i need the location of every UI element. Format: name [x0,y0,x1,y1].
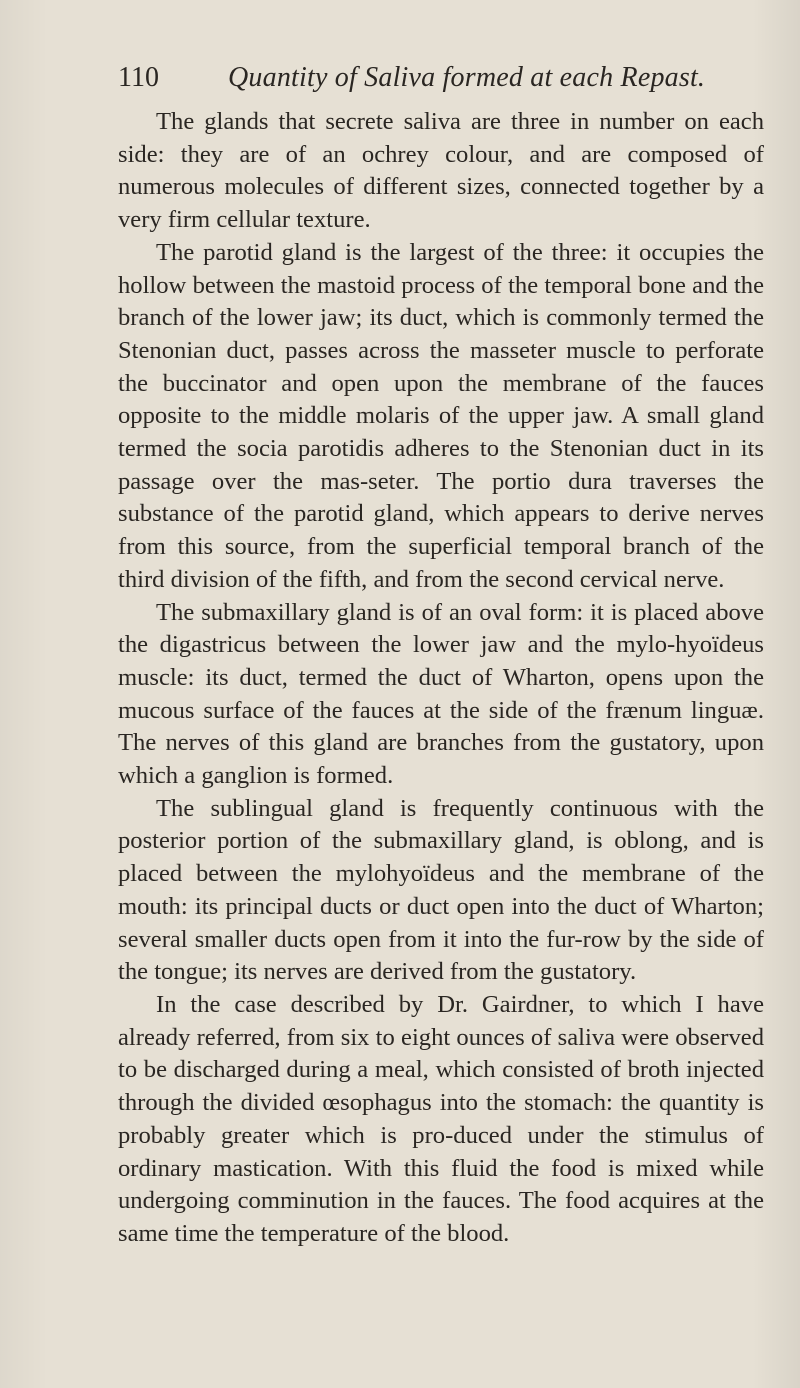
paragraph-gairdner-case: In the case described by Dr. Gairdner, to which I have already referred, from six to eight ounces of saliva were observed to be discharged during a meal, which consisted of broth injected through the divided œsophagus into the stomach: the quantity is probably greater which is pro-duced under the stimulus of ordinary mastication. With this fluid the food is mixed while undergoing comminution in the fauces. The food acquires at the same time the temperature of the blood. [118,990,764,1247]
body-text [118,106,764,1251]
running-title: Quantity of Saliva formed at each Repast. [228,62,706,93]
paragraph-sublingual-gland: The sublingual gland is frequently continuous with the posterior portion of the submaxillary gland, is oblong, and is placed between the mylohyoïdeus and the membrane of the mouth: its principal ducts or duct open into the duct of Wharton; several smaller ducts open from it into the fur-row by the side of the tongue; its nerves are derived from the gustatory. [118,794,764,986]
paragraph-submaxillary-gland: The submaxillary gland is of an oval form: it is placed above the digastricus between the lower jaw and the mylo-hyoïdeus muscle: its duct, termed the duct of Wharton, opens upon the mucous surface of the fauces at the side of the frænum linguæ. The nerves of this gland are branches from the gustatory, upon which a ganglion is formed. [118,598,764,790]
paragraph-parotid-gland: The parotid gland is the largest of the three: it occupies the hollow between the mastoid process of the temporal bone and the branch of the lower jaw; its duct, which is commonly termed the Stenonian duct, passes across the masseter muscle to perforate the buccinator and open upon the membrane of the fauces opposite to the middle molaris of the upper jaw. A small gland termed the socia parotidis adheres to the Stenonian duct in its passage over the mas-seter. The portio dura traverses the substance of the parotid gland, which appears to derive nerves from this source, from the superficial temporal branch of the third division of the fifth, and from the second cervical nerve. [118,238,764,593]
running-head [118,58,756,98]
paragraph-salivary-glands: The glands that secrete saliva are three in number on each side: they are of an ochrey colour, and are composed of numerous molecules of different sizes, connected together by a very firm cellular texture. [118,108,764,234]
page-number: 110 [118,62,159,93]
